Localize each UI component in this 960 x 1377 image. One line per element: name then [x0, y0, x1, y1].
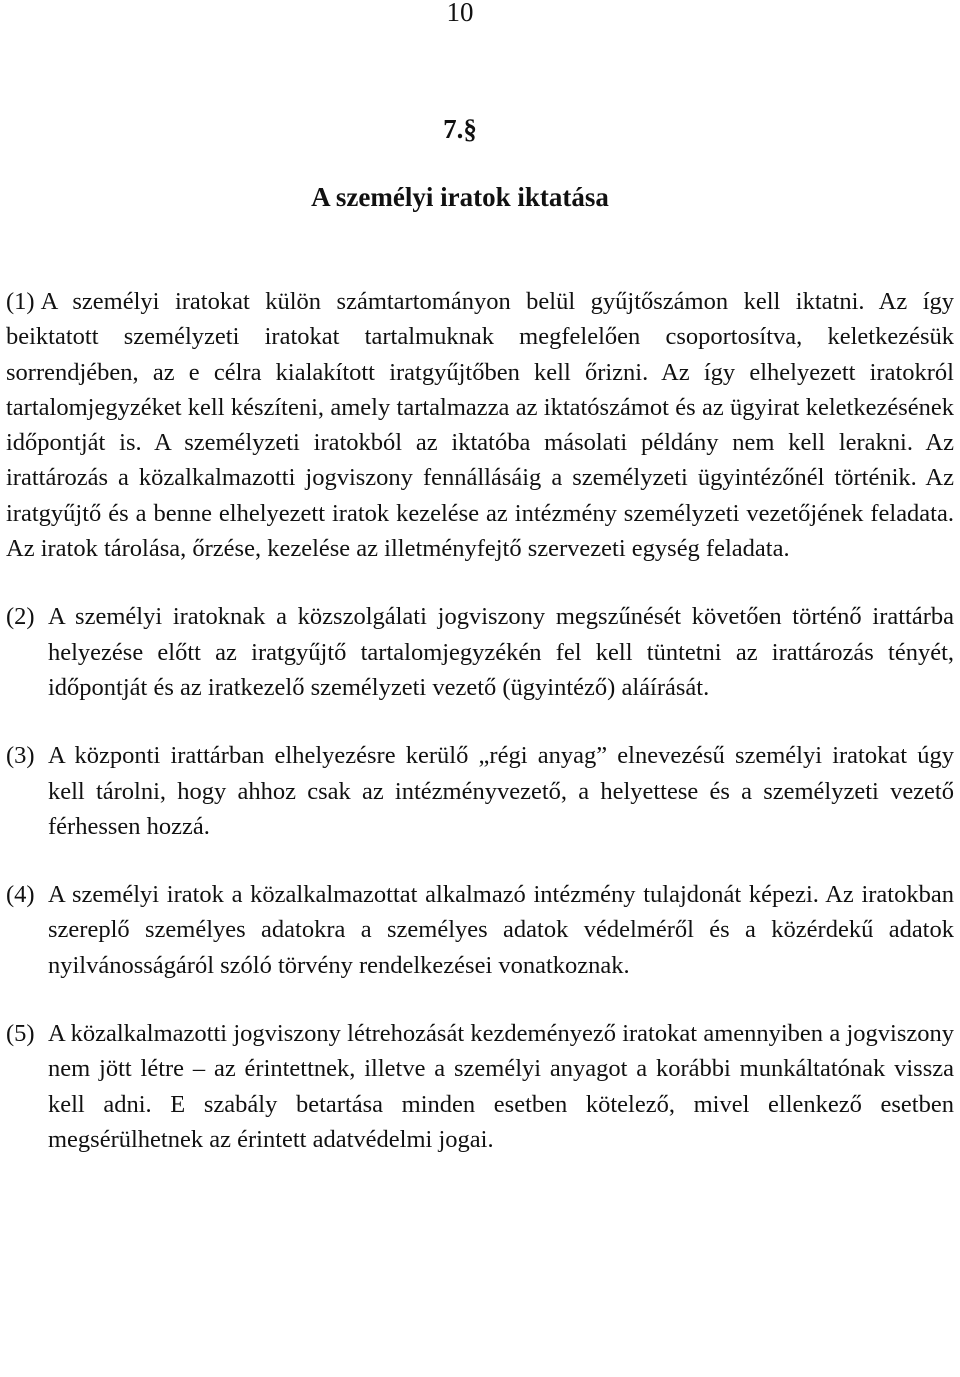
document-body	[6, 284, 954, 1190]
paragraph-text: A személyi iratok a közalkalmazottat alkalmazó intézmény tulajdonát képezi. Az iratokban szereplő személyes adatokra a személyes adatok védelméről és a közérdekű adatok nyilvánosságáról szóló törvény rendelkezései vonatkoznak.	[48, 881, 954, 979]
paragraph-number: (1)	[6, 288, 35, 315]
paragraph-2	[6, 599, 954, 705]
paragraph-text: A központi irattárban elhelyezésre kerülő „régi anyag” elnevezésű személyi iratokat úgy kell tárolni, hogy ahhoz csak az intézményvezető, a helyettese és a személyzeti vezető férhessen hozzá.	[48, 742, 954, 840]
paragraph-number: (5)	[6, 1020, 35, 1048]
paragraph-5	[6, 1016, 954, 1157]
page-number: 10	[446, 0, 474, 27]
section-number: 7.§	[443, 114, 477, 144]
paragraph-3	[6, 738, 954, 844]
paragraph-text: A személyi iratokat külön számtartományon belül gyűjtőszámon kell iktatni. Az így beiktatott személyzeti iratokat tartalmuknak megfelelően csoportosítva, keletkezésük sorrendjében, az e célra kialakított iratgyűjtőben kell őrizni. Az így elhelyezett iratokról tartalomjegyzéket kell készíteni, amely tartalmazza az iktatószámot és az ügyirat keletkezésének időpontját is. A személyzeti iratokból az iktatóba másolati példány nem kell lerakni. Az irattározás a közalkalmazotti jogviszony fennállásáig a személyzeti ügyintézőnél történik. Az iratgyűjtő és a benne elhelyezett iratok kezelése az intézmény személyzeti vezetőjének feladata. Az iratok tárolása, őrzése, kezelése az illetményfejtő szervezeti egység feladata.	[6, 288, 954, 563]
paragraph-4	[6, 877, 954, 983]
paragraph-number: (4)	[6, 881, 35, 909]
paragraph-number: (2)	[6, 603, 35, 631]
paragraph-text: A közalkalmazotti jogviszony létrehozását kezdeményező iratokat amennyiben a jogviszony nem jött létre – az érintettnek, illetve a személyi anyagot a korábbi munkáltatónak vissza kell adni. E szabály betartása minden esetben kötelező, mivel ellenkező esetben megsérülhetnek az érintett adatvédelmi jogai.	[48, 1020, 954, 1153]
paragraph-1	[6, 284, 954, 566]
paragraph-text: A személyi iratoknak a közszolgálati jogviszony megszűnését követően történő irattárba helyezése előtt az iratgyűjtő tartalomjegyzékén fel kell tüntetni az irattározás tényét, időpontját és az iratkezelő személyzeti vezető (ügyintéző) aláírását.	[48, 603, 954, 701]
paragraph-number: (3)	[6, 742, 35, 770]
section-title: A személyi iratok iktatása	[311, 182, 609, 212]
